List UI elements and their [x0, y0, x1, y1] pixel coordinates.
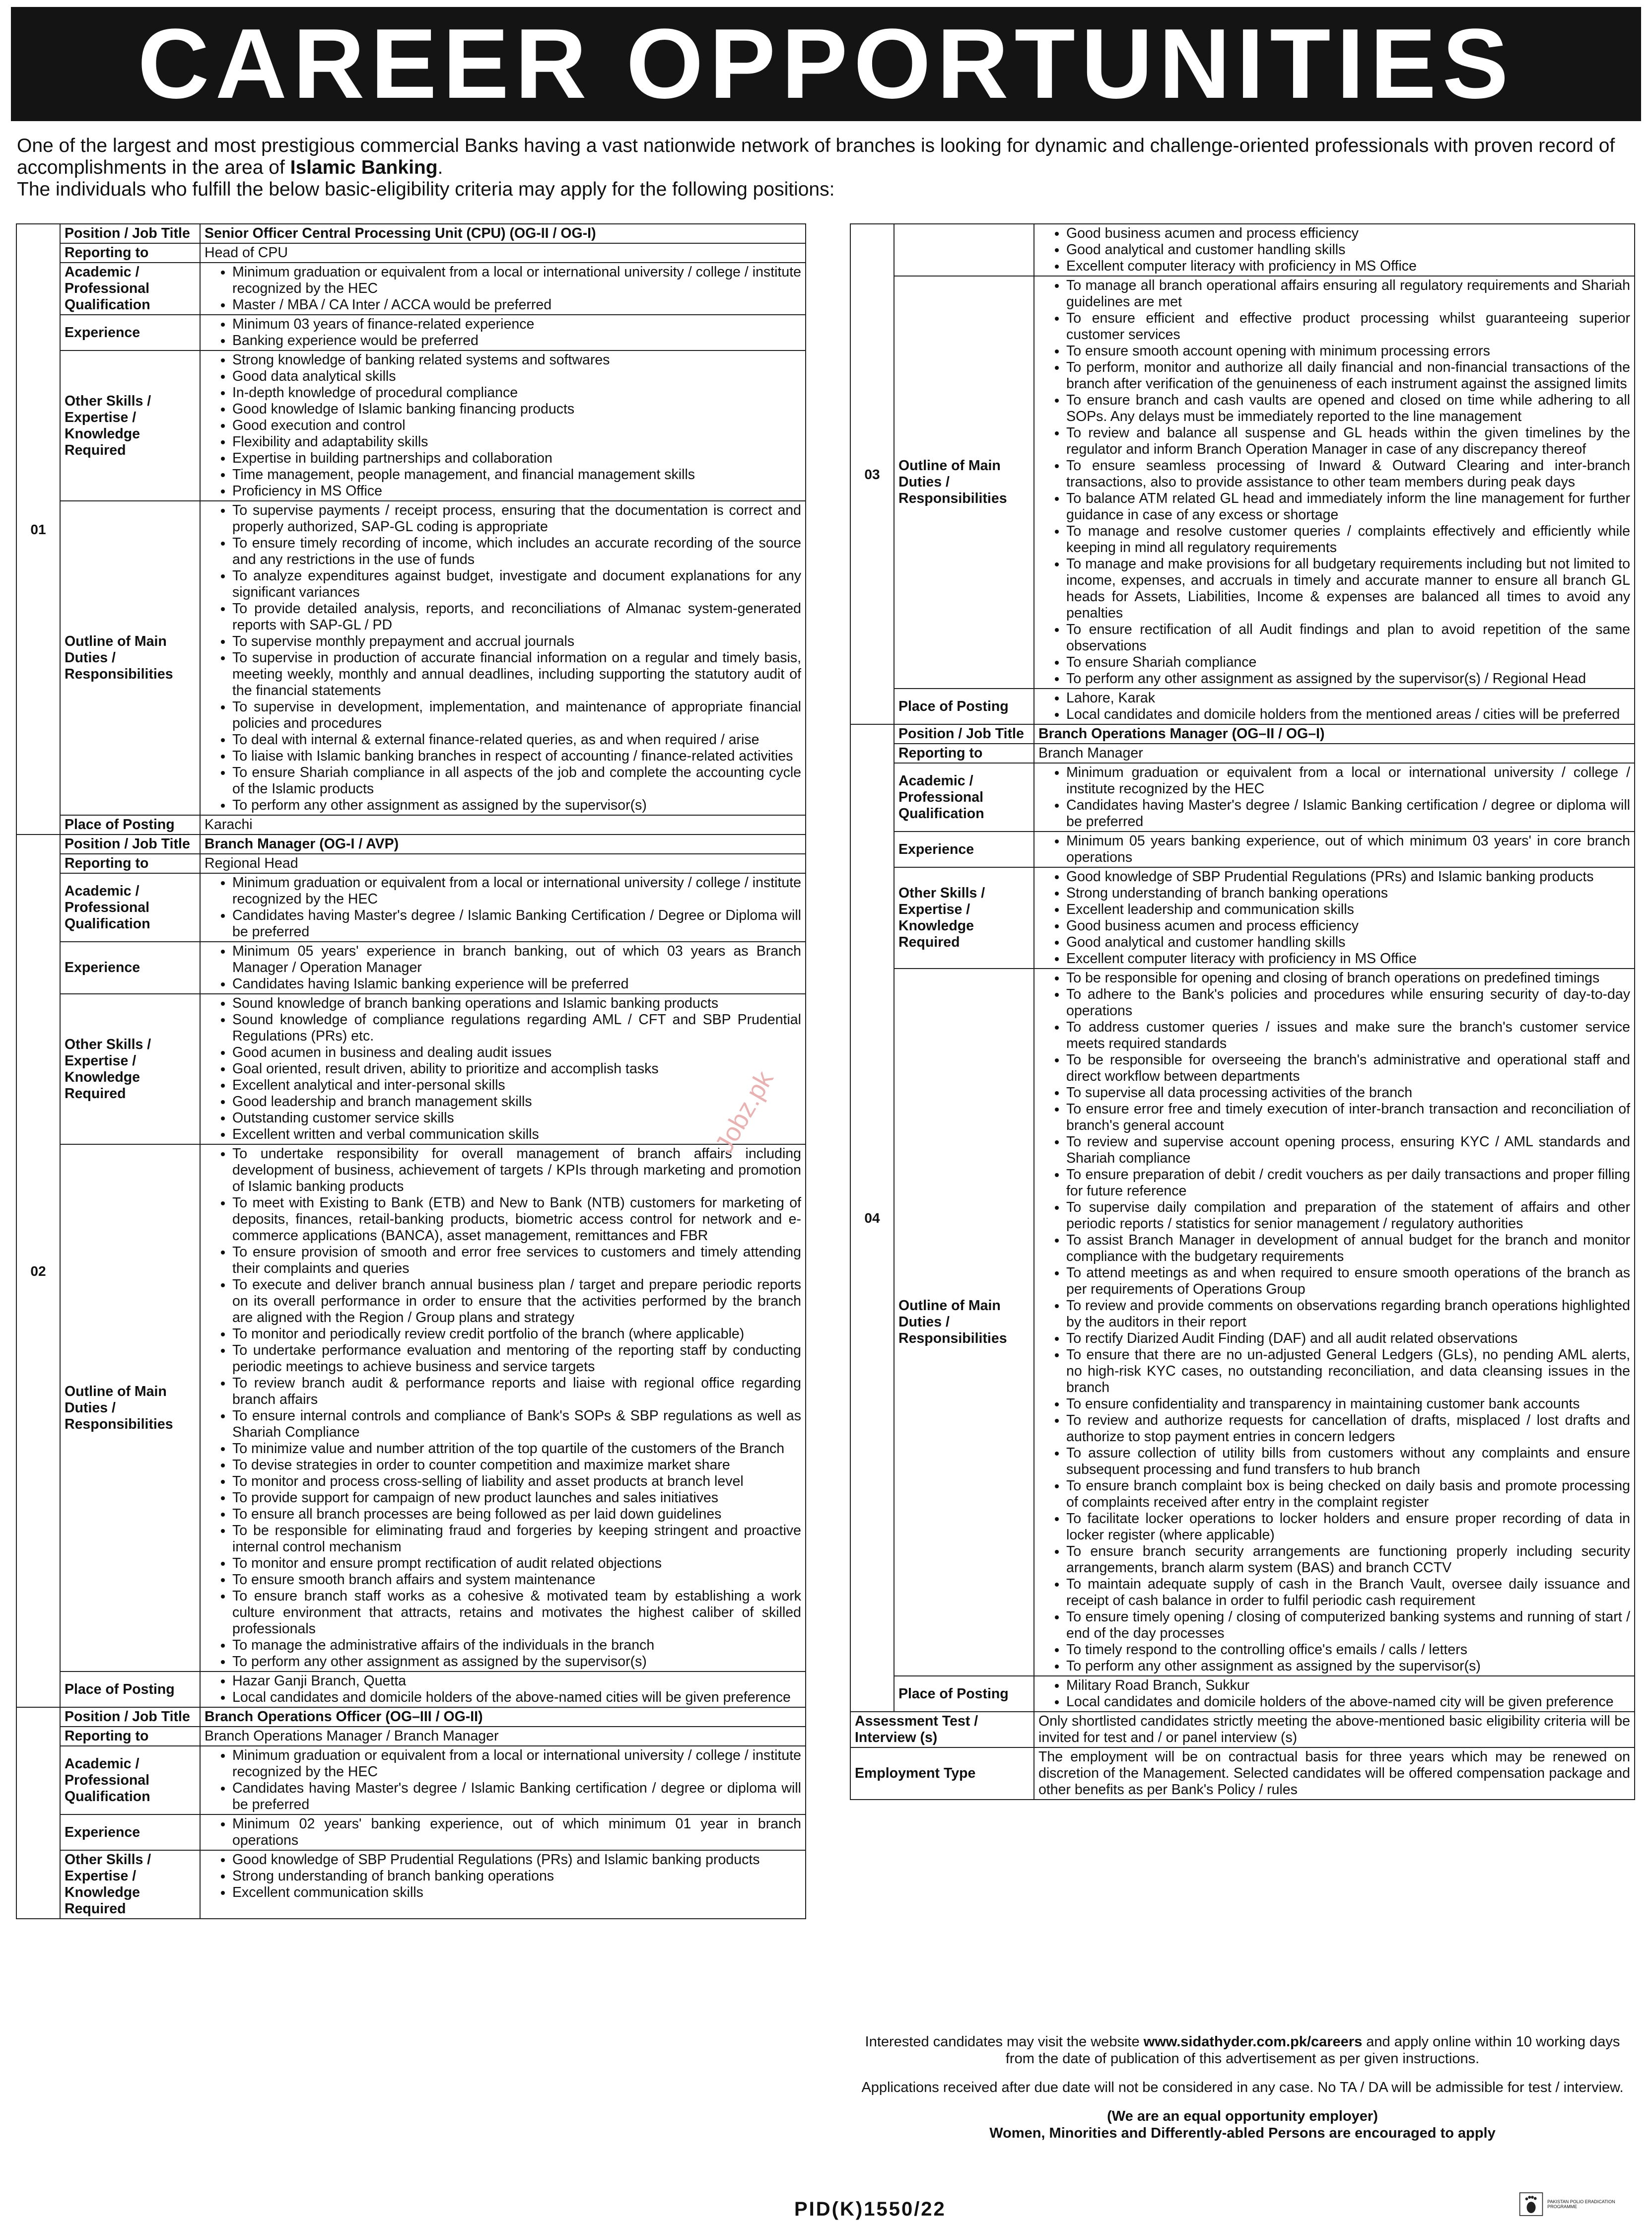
skills-list [1038, 225, 1630, 275]
list-item: • To ensure preparation of debit / credit vouchers as per daily transactions and proper filling for future reference [1066, 1167, 1630, 1199]
list-item: • To manage and make provisions for all budgetary requirements including but not limited to income, expenses, and accruals in timely and accurate manner to ensure all branch GL heads for Assets, Liabilities, Income & expenses are balanced all times to avoid any penalties [1066, 556, 1630, 622]
label-skills: Other Skills / Expertise / Knowledge Required [60, 1850, 200, 1919]
pid-code: PID(K)1550/22 [794, 2198, 946, 2220]
table-row [16, 942, 806, 994]
table-row [16, 315, 806, 350]
academic-list [205, 264, 801, 313]
list-item: • Minimum 05 years banking experience, out of which minimum 03 years' in core branch operations [1066, 833, 1630, 866]
skills-list [205, 352, 801, 499]
list-item: • To ensure provision of smooth and error free services to customers and timely attending their complaints and queries [232, 1244, 801, 1277]
list-item: • To ensure Shariah compliance [1066, 654, 1630, 671]
list-item: • To supervise daily compilation and preparation of the statement of affairs and other periodic reports / statistics for senior management / regulatory authorities [1066, 1199, 1630, 1232]
table-row [16, 994, 806, 1144]
experience-list [205, 316, 801, 349]
table-row [16, 815, 806, 835]
positions-table-right [850, 223, 1635, 1800]
experience-list [1038, 833, 1630, 866]
position-number: 01 [16, 224, 60, 835]
list-item: • Candidates having Master's degree / Islamic Banking certification / degree or diploma will be preferred [232, 1780, 801, 1813]
label-position: Position / Job Title [894, 724, 1034, 744]
list-item: • Candidates having Islamic banking experience will be preferred [232, 976, 801, 992]
list-item: • Minimum graduation or equivalent from a local or international university / college / institute recognized by the HEC [232, 264, 801, 297]
table-row [850, 276, 1635, 689]
list-item: • Minimum graduation or equivalent from a local or international university / college / institute recognized by the HEC [1066, 765, 1630, 797]
label-academic: Academic / Professional Qualification [60, 873, 200, 942]
table-row [16, 1707, 806, 1727]
skills-list [205, 995, 801, 1143]
list-item: • To review and provide comments on observations regarding branch operations highlighted by the auditors in their report [1066, 1298, 1630, 1330]
list-item: • To adhere to the Bank's policies and procedures while ensuring security of day-to-day operations [1066, 986, 1630, 1019]
label-academic: Academic / Professional Qualification [60, 1746, 200, 1814]
list-item: • To perform any other assignment as assigned by the supervisor(s) [232, 797, 801, 814]
label-reporting: Reporting to [60, 1727, 200, 1746]
list-item: • Expertise in building partnerships and collaboration [232, 450, 801, 467]
table-row [16, 835, 806, 854]
list-item: • Good acumen in business and dealing audit issues [232, 1044, 801, 1061]
list-item: • Minimum 05 years' experience in branch banking, out of which 03 years as Branch Manager / Operation Manager [232, 943, 801, 976]
label-experience: Experience [60, 942, 200, 994]
label-posting: Place of Posting [894, 689, 1034, 724]
list-item: • To manage the administrative affairs of the individuals in the branch [232, 1637, 801, 1654]
list-item: • Good business acumen and process efficiency [1066, 918, 1630, 934]
posting-list [1038, 1677, 1630, 1710]
posting-list [205, 1673, 801, 1706]
list-item: • Strong understanding of branch banking operations [1066, 885, 1630, 902]
list-item: • To ensure branch complaint box is being checked on daily basis and promote processing of complaints received after entry in the complaint register [1066, 1478, 1630, 1511]
list-item: • To review branch audit & performance reports and liaise with regional office regarding branch affairs [232, 1375, 801, 1408]
list-item: • To monitor and ensure prompt rectification of audit related objections [232, 1555, 801, 1572]
position-number: 02 [16, 835, 60, 1707]
table-row [850, 744, 1635, 763]
label-posting: Place of Posting [60, 1671, 200, 1707]
list-item: • To perform any other assignment as assigned by the supervisor(s) / Regional Head [1066, 671, 1630, 687]
table-row [16, 263, 806, 315]
list-item: • Strong understanding of branch banking operations [232, 1868, 801, 1884]
list-item: • To ensure efficient and effective product processing whilst guaranteeing superior customer services [1066, 310, 1630, 343]
list-item: • To timely respond to the controlling office's emails / calls / letters [1066, 1642, 1630, 1658]
academic-cell [200, 1746, 806, 1814]
list-item: • Outstanding customer service skills [232, 1110, 801, 1126]
experience-cell [200, 1814, 806, 1850]
label-position: Position / Job Title [60, 835, 200, 854]
table-row [16, 224, 806, 243]
list-item: • Minimum 03 years of finance-related experience [232, 316, 801, 333]
late-notice: Applications received after due date will not be considered in any case. No TA / DA will be admissible for test / interview. [861, 2080, 1624, 2095]
label-reporting: Reporting to [60, 243, 200, 263]
list-item: • Master / MBA / CA Inter / ACCA would be preferred [232, 297, 801, 313]
label-duties: Outline of Main Duties / Responsibilities [894, 276, 1034, 689]
list-item: • Good knowledge of SBP Prudential Regulations (PRs) and Islamic banking products [232, 1852, 801, 1868]
list-item: • Goal oriented, result driven, ability to prioritize and accomplish tasks [232, 1061, 801, 1077]
list-item: • Time management, people management, and financial management skills [232, 467, 801, 483]
list-item: • To maintain adequate supply of cash in the Branch Vault, oversee daily issuance and receipt of cash balance in order to fulfil periodic cash requirement [1066, 1576, 1630, 1609]
label-skills: Other Skills / Expertise / Knowledge Required [60, 350, 200, 501]
list-item: • To undertake performance evaluation and mentoring of the reporting staff by conducting periodic meetings to achieve business and service targets [232, 1342, 801, 1375]
intro-paragraph [17, 135, 1636, 179]
skills-cell [1034, 224, 1635, 276]
duties-list [1038, 970, 1630, 1674]
list-item: • To liaise with Islamic banking branches in respect of accounting / finance-related activities [232, 748, 801, 765]
list-item: • Good execution and control [232, 418, 801, 434]
list-item: • To review and supervise account opening process, ensuring KYC / AML standards and Shariah compliance [1066, 1134, 1630, 1167]
skills-cell [1034, 867, 1635, 969]
list-item: • To monitor and process cross-selling of liability and asset products at branch level [232, 1473, 801, 1490]
posting-cell [1034, 689, 1635, 724]
label-duties: Outline of Main Duties / Responsibilities [894, 969, 1034, 1676]
intro-text-end: . [437, 157, 443, 178]
list-item: • Proficiency in MS Office [232, 483, 801, 499]
right-column [850, 223, 1635, 1800]
list-item: • To supervise in development, implementation, and maintenance of appropriate financial policies and procedures [232, 699, 801, 732]
list-item: • Good business acumen and process efficiency [1066, 225, 1630, 242]
label-academic: Academic / Professional Qualification [60, 263, 200, 315]
experience-cell [200, 315, 806, 350]
label-skills-continued [894, 224, 1034, 276]
positions-table-left [16, 223, 806, 1919]
position-number: 04 [850, 724, 894, 1712]
equal-opportunity: (We are an equal opportunity employer) [1107, 2108, 1378, 2124]
list-item: • Minimum graduation or equivalent from a local or international university / college / institute recognized by the HEC [232, 1747, 801, 1780]
posting-cell [1034, 1676, 1635, 1712]
experience-cell [1034, 832, 1635, 867]
label-posting: Place of Posting [60, 815, 200, 835]
table-row [850, 224, 1635, 276]
list-item: • Excellent computer literacy with proficiency in MS Office [1066, 258, 1630, 275]
list-item: • To supervise in production of accurate financial information on a regular and timely basis, meeting weekly, monthly and annual deadlines, including supporting the statutory audit of the financial statements [232, 650, 801, 699]
list-item: • To ensure rectification of all Audit findings and plan to avoid repetition of the same observations [1066, 622, 1630, 654]
list-item: • To ensure timely recording of income, which includes an accurate recording of the source and any restrictions in the use of funds [232, 535, 801, 568]
list-item: • Sound knowledge of branch banking operations and Islamic banking products [232, 995, 801, 1012]
list-item: • To address customer queries / issues and make sure the branch's customer service meets required standards [1066, 1019, 1630, 1052]
academic-cell [1034, 763, 1635, 832]
watermark: Jobz.pk [709, 1066, 779, 1158]
list-item: • In-depth knowledge of procedural compliance [232, 385, 801, 401]
experience-list [205, 943, 801, 992]
list-item: • To perform any other assignment as assigned by the supervisor(s) [232, 1654, 801, 1670]
list-item: • To minimize value and number attrition of the top quartile of the customers of the Branch [232, 1441, 801, 1457]
duties-list [205, 502, 801, 814]
list-item: • To perform any other assignment as assigned by the supervisor(s) [1066, 1658, 1630, 1674]
list-item: • To ensure confidentiality and transparency in maintaining customer bank accounts [1066, 1396, 1630, 1412]
list-item: • Minimum graduation or equivalent from a local or international university / college / institute recognized by the HEC [232, 875, 801, 907]
reporting-to: Branch Operations Manager / Branch Manager [200, 1727, 806, 1746]
duties-cell [1034, 969, 1635, 1676]
table-row [16, 854, 806, 873]
list-item: • To provide detailed analysis, reports, and reconciliations of Almanac system-generated reports with SAP-GL / PD [232, 601, 801, 633]
list-item: • Excellent computer literacy with proficiency in MS Office [1066, 951, 1630, 967]
table-row [850, 1747, 1635, 1800]
table-row [850, 763, 1635, 832]
list-item: • To balance ATM related GL head and immediately inform the line management for further guidance in case of any excess or shortage [1066, 490, 1630, 523]
list-item: • To meet with Existing to Bank (ETB) and New to Bank (NTB) customers for marketing of deposits, finances, retail-banking products, biometric access control for network and e-commerce applications (BANCA), asset management, remittances and FBR [232, 1195, 801, 1244]
encouraged-text: Women, Minorities and Differently-abled Persons are encouraged to apply [989, 2125, 1496, 2141]
list-item: • Hazar Ganji Branch, Quetta [232, 1673, 801, 1689]
position-title: Senior Officer Central Processing Unit (CPU) (OG-II / OG-I) [200, 224, 806, 243]
apply-text-end: and apply online within 10 working days from the date of publication of this advertisement as per given instructions. [1005, 2034, 1620, 2067]
list-item: • Sound knowledge of compliance regulations regarding AML / CFT and SBP Prudential Regulations (PRs) etc. [232, 1012, 801, 1044]
list-item: • To ensure Shariah compliance in all aspects of the job and complete the accounting cycle of the Islamic products [232, 765, 801, 797]
duties-cell [1034, 276, 1635, 689]
academic-list [205, 875, 801, 940]
list-item: • To facilitate locker operations to locker holders and ensure proper recording of data in locker register (where applicable) [1066, 1511, 1630, 1543]
application-footer [850, 2033, 1635, 2154]
list-item: • To execute and deliver branch annual business plan / target and prepare periodic reports on its overall performance in order to ensure that the activities performed by the branch are aligned with the Region / Group plans and strategy [232, 1277, 801, 1326]
skills-cell [200, 994, 806, 1144]
list-item: • Flexibility and adaptability skills [232, 434, 801, 450]
list-item: • To deal with internal & external finance-related queries, as and when required / arise [232, 732, 801, 748]
position-title: Branch Operations Officer (OG–III / OG-II) [200, 1707, 806, 1727]
list-item: • Minimum 02 years' banking experience, out of which minimum 01 year in branch operations [232, 1816, 801, 1849]
skills-list [1038, 869, 1630, 967]
list-item: • To perform, monitor and authorize all daily financial and non-financial transactions of the branch after verification of the genuineness of each instrument against the assigned limits [1066, 359, 1630, 392]
list-item: • To ensure seamless processing of Inward & Outward Clearing and inter-branch transactions, also to provide assistance to other team members during peak days [1066, 458, 1630, 490]
assessment-text: Only shortlisted candidates strictly meeting the above-mentioned basic eligibility criteria will be invited for test and / or panel interview (s) [1034, 1712, 1635, 1747]
list-item: • Local candidates and domicile holders of the above-named cities will be given preference [232, 1689, 801, 1706]
label-experience: Experience [60, 315, 200, 350]
duties-cell [200, 501, 806, 815]
list-item: • To supervise monthly prepayment and accrual journals [232, 633, 801, 650]
position-number: 03 [850, 224, 894, 724]
label-reporting: Reporting to [894, 744, 1034, 763]
list-item: • To analyze expenditures against budget, investigate and document explanations for any significant variances [232, 568, 801, 601]
label-academic: Academic / Professional Qualification [894, 763, 1034, 832]
table-row [16, 1727, 806, 1746]
list-item: • To ensure branch staff works as a cohesive & motivated team by establishing a work culture environment that attracts, retains and motivates the highest caliber of skilled professionals [232, 1588, 801, 1637]
list-item: • Banking experience would be preferred [232, 333, 801, 349]
list-item: • To review and authorize requests for cancellation of drafts, misplaced / lost drafts and authorize to stop payment entries in concern ledgers [1066, 1412, 1630, 1445]
list-item: • Good knowledge of SBP Prudential Regulations (PRs) and Islamic banking products [1066, 869, 1630, 885]
list-item: • Good analytical and customer handling skills [1066, 934, 1630, 951]
list-item: • To be responsible for overseeing the branch's administrative and operational staff and direct workflow between departments [1066, 1052, 1630, 1085]
list-item: • Excellent written and verbal communication skills [232, 1126, 801, 1143]
list-item: • Good analytical and customer handling skills [1066, 242, 1630, 258]
label-position: Position / Job Title [60, 224, 200, 243]
reporting-to: Regional Head [200, 854, 806, 873]
list-item: • To manage and resolve customer queries / complaints effectively and efficiently while keeping in mind all regulatory requirements [1066, 523, 1630, 556]
duties-list [1038, 278, 1630, 687]
list-item: • To assure collection of utility bills from customers without any complaints and ensure subsequent processing and fund transfers to hub branch [1066, 1445, 1630, 1478]
skills-cell [200, 350, 806, 501]
label-skills: Other Skills / Expertise / Knowledge Required [894, 867, 1034, 969]
list-item: • To assist Branch Manager in development of annual budget for the branch and monitor compliance with the budgetary requirements [1066, 1232, 1630, 1265]
list-item: • To ensure timely opening / closing of computerized banking systems and running of start / end of the day processes [1066, 1609, 1630, 1642]
list-item: • Candidates having Master's degree / Islamic Banking certification / degree or diploma will be preferred [1066, 797, 1630, 830]
experience-cell [200, 942, 806, 994]
polio-logo [1519, 2186, 1628, 2222]
list-item: • Excellent analytical and inter-personal skills [232, 1077, 801, 1094]
list-item: • To ensure that there are no un-adjusted General Ledgers (GLs), no pending AML alerts, no high-risk KYC cases, no outstanding reconciliation, and data cleansing issues in the branch [1066, 1347, 1630, 1396]
list-item: • Military Road Branch, Sukkur [1066, 1677, 1630, 1694]
academic-cell [200, 263, 806, 315]
table-row [850, 867, 1635, 969]
table-row [16, 1144, 806, 1671]
skills-list [205, 1852, 801, 1901]
label-duties: Outline of Main Duties / Responsibilities [60, 1144, 200, 1671]
list-item: • Candidates having Master's degree / Islamic Banking Certification / Degree or Diploma will be preferred [232, 907, 801, 940]
list-item: • Local candidates and domicile holders from the mentioned areas / cities will be preferred [1066, 706, 1630, 723]
label-reporting: Reporting to [60, 854, 200, 873]
apply-instructions [850, 2033, 1635, 2067]
table-row [850, 689, 1635, 724]
table-row [16, 1671, 806, 1707]
list-item: • Good leadership and branch management skills [232, 1094, 801, 1110]
label-employment: Employment Type [850, 1747, 1034, 1800]
page-title: CAREER OPPORTUNITIES [138, 8, 1514, 119]
duties-list [205, 1146, 801, 1670]
position-title: Branch Operations Manager (OG–II / OG–I) [1034, 724, 1635, 744]
list-item: • Excellent leadership and communication skills [1066, 902, 1630, 918]
logo-text: PAKISTAN POLIO ERADICATION PROGRAMME [1547, 2199, 1615, 2209]
list-item: • Local candidates and domicile holders of the above-named city will be given preference [1066, 1694, 1630, 1710]
apply-text: Interested candidates may visit the website [865, 2034, 1144, 2050]
table-row [850, 1712, 1635, 1747]
list-item: • To review and balance all suspense and GL heads within the given timelines by the regulator and inform Branch Operation Manager in case of any discrepancy thereof [1066, 425, 1630, 458]
list-item: • To supervise all data processing activities of the branch [1066, 1085, 1630, 1101]
intro-bold: Islamic Banking [290, 157, 438, 178]
list-item: • To be responsible for eliminating fraud and forgeries by keeping stringent and proactive internal control mechanism [232, 1523, 801, 1555]
table-row [16, 350, 806, 501]
table-row [16, 1814, 806, 1850]
experience-list [205, 1816, 801, 1849]
label-experience: Experience [894, 832, 1034, 867]
list-item: • To ensure all branch processes are being followed as per laid down guidelines [232, 1506, 801, 1523]
table-row [16, 1850, 806, 1919]
intro-eligibility: The individuals who fulfill the below basic-eligibility criteria may apply for the following positions: [17, 179, 835, 200]
label-position: Position / Job Title [60, 1707, 200, 1727]
intro [17, 135, 1636, 201]
table-row [850, 1676, 1635, 1712]
list-item: • To provide support for campaign of new product launches and sales initiatives [232, 1490, 801, 1506]
label-skills: Other Skills / Expertise / Knowledge Required [60, 994, 200, 1144]
list-item: • To undertake responsibility for overall management of branch affairs including development of business, achievement of targets / KPIs through marketing and promotion of Islamic banking products [232, 1146, 801, 1195]
reporting-to: Branch Manager [1034, 744, 1635, 763]
list-item: • To devise strategies in order to counter competition and maximize market share [232, 1457, 801, 1473]
list-item: • Strong knowledge of banking related systems and softwares [232, 352, 801, 368]
list-item: • To supervise payments / receipt process, ensuring that the documentation is correct and properly authorized, SAP-GL coding is appropriate [232, 502, 801, 535]
position-title: Branch Manager (OG-I / AVP) [200, 835, 806, 854]
academic-cell [200, 873, 806, 942]
employment-text: The employment will be on contractual basis for three years which may be renewed on discretion of the Management. Selected candidates will be offered compensation package and other benefits as per Bank's Policy / rules [1034, 1747, 1635, 1800]
reporting-to: Head of CPU [200, 243, 806, 263]
list-item: • Good knowledge of Islamic banking financing products [232, 401, 801, 418]
table-row [16, 501, 806, 815]
table-row [850, 832, 1635, 867]
website-link[interactable]: www.sidathyder.com.pk/careers [1143, 2034, 1363, 2050]
duties-cell [200, 1144, 806, 1671]
list-item: • To ensure smooth branch affairs and system maintenance [232, 1572, 801, 1588]
label-posting: Place of Posting [894, 1676, 1034, 1712]
label-experience: Experience [60, 1814, 200, 1850]
table-row [850, 724, 1635, 744]
list-item: • To rectify Diarized Audit Finding (DAF) and all audit related observations [1066, 1330, 1630, 1347]
table-row [16, 243, 806, 263]
intro-text: One of the largest and most prestigious commercial Banks having a vast nationwide network of branches is looking for dynamic and challenge-oriented professionals with proven record of accomplishments in the area of [17, 135, 1615, 178]
list-item: • To ensure branch and cash vaults are opened and closed on time while adhering to all SOPs. Any delays must be immediately reported to the line management [1066, 392, 1630, 425]
list-item: • To ensure branch security arrangements are functioning properly including security arrangements, branch alarm system (BAS) and branch CCTV [1066, 1543, 1630, 1576]
posting-list [1038, 690, 1630, 723]
posting-text: Karachi [200, 815, 806, 835]
label-assessment: Assessment Test / Interview (s) [850, 1712, 1034, 1747]
list-item: • Lahore, Karak [1066, 690, 1630, 706]
left-column [16, 223, 806, 1919]
list-item: • To ensure smooth account opening with minimum processing errors [1066, 343, 1630, 359]
skills-cell [200, 1850, 806, 1919]
list-item: • To ensure error free and timely execution of inter-branch transaction and reconciliation of branch's general account [1066, 1101, 1630, 1134]
table-row [16, 1746, 806, 1814]
academic-list [1038, 765, 1630, 830]
position-number-continued [16, 1707, 60, 1919]
table-row [850, 969, 1635, 1676]
posting-cell [200, 1671, 806, 1707]
table-row [16, 873, 806, 942]
list-item: • To monitor and periodically review credit portfolio of the branch (where applicable) [232, 1326, 801, 1342]
page-title-banner [11, 7, 1641, 121]
list-item: • To attend meetings as and when required to ensure smooth operations of the branch as per requirements of Operations Group [1066, 1265, 1630, 1298]
footprint-icon [1519, 2189, 1543, 2219]
list-item: • To manage all branch operational affairs ensuring all regulatory requirements and Shariah guidelines are met [1066, 278, 1630, 310]
label-duties: Outline of Main Duties / Responsibilities [60, 501, 200, 815]
list-item: • Excellent communication skills [232, 1884, 801, 1901]
list-item: • Good data analytical skills [232, 368, 801, 385]
list-item: • To ensure internal controls and compliance of Bank's SOPs & SBP regulations as well as Shariah Compliance [232, 1408, 801, 1441]
list-item: • To be responsible for opening and closing of branch operations on predefined timings [1066, 970, 1630, 986]
academic-list [205, 1747, 801, 1813]
